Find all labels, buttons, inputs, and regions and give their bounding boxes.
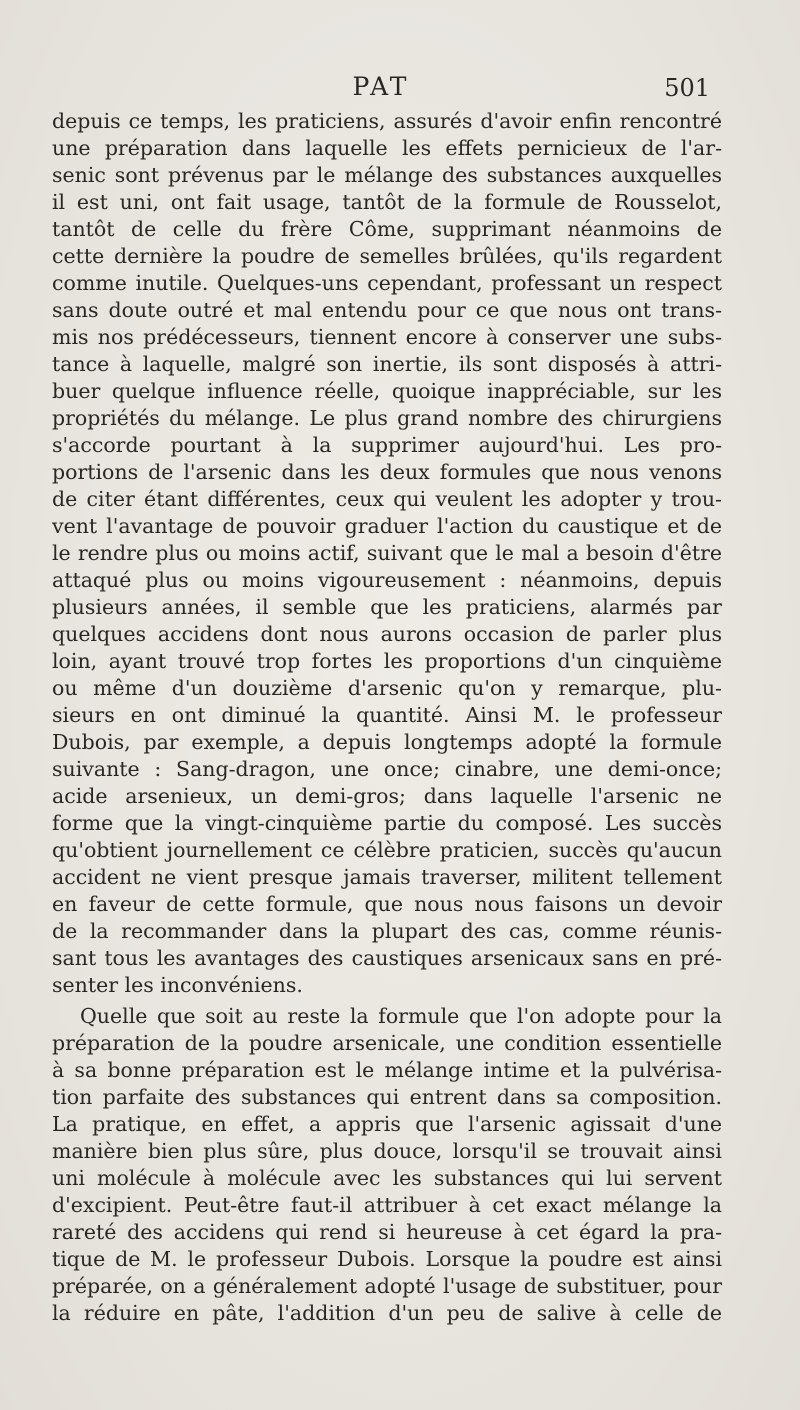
page-number: 501: [664, 74, 710, 102]
text-line: uni molécule à molécule avec les substances qui lui servent: [52, 1166, 722, 1190]
text-line: sans doute outré et mal entendu pour ce que nous ont trans-: [52, 298, 722, 322]
text-line: préparée, on a généralement adopté l'usage de substituer, pour: [52, 1274, 722, 1298]
text-line: à sa bonne préparation est le mélange intime et la pulvérisa-: [52, 1058, 722, 1082]
text-line: tantôt de celle du frère Côme, supprimant néanmoins de: [52, 217, 722, 241]
text-line: suivante : Sang-dragon, une once; cinabre, une demi-once;: [52, 757, 722, 781]
text-line: de la recommander dans la plupart des cas, comme réunis-: [52, 919, 722, 943]
body-text: [52, 108, 722, 1327]
text-line: senter les inconvéniens.: [52, 973, 303, 997]
text-line: loin, ayant trouvé trop fortes les proportions d'un cinquième: [52, 649, 722, 673]
paragraph-continued: [52, 108, 722, 999]
text-line: propriétés du mélange. Le plus grand nombre des chirurgiens: [52, 406, 722, 430]
text-line: la réduire en pâte, l'addition d'un peu de salive à celle de: [52, 1301, 722, 1325]
text-line: en faveur de cette formule, que nous nous faisons un devoir: [52, 892, 722, 916]
text-line: vent l'avantage de pouvoir graduer l'action du caustique et de: [52, 514, 722, 538]
text-line: depuis ce temps, les praticiens, assurés d'avoir enfin rencontré: [52, 109, 722, 133]
text-line: La pratique, en effet, a appris que l'arsenic agissait d'une: [52, 1112, 722, 1136]
text-line: manière bien plus sûre, plus douce, lorsqu'il se trouvait ainsi: [52, 1139, 722, 1163]
text-line: attaqué plus ou moins vigoureusement : néanmoins, depuis: [52, 568, 722, 592]
text-line: plusieurs années, il semble que les praticiens, alarmés par: [52, 595, 722, 619]
text-line: portions de l'arsenic dans les deux formules que nous venons: [52, 460, 722, 484]
page-header: [52, 72, 710, 106]
text-line: tion parfaite des substances qui entrent dans sa composition.: [52, 1085, 722, 1109]
text-line: rareté des accidens qui rend si heureuse à cet égard la pra-: [52, 1220, 722, 1244]
text-line: ou même d'un douzième d'arsenic qu'on y remarque, plu-: [52, 676, 722, 700]
running-head: PAT: [352, 72, 410, 101]
text-line: tique de M. le professeur Dubois. Lorsque la poudre est ainsi: [52, 1247, 722, 1271]
text-line: Dubois, par exemple, a depuis longtemps adopté la formule: [52, 730, 722, 754]
text-line: acide arsenieux, un demi-gros; dans laquelle l'arsenic ne: [52, 784, 722, 808]
text-line: de citer étant différentes, ceux qui veulent les adopter y trou-: [52, 487, 722, 511]
text-line: tance à laquelle, malgré son inertie, ils sont disposés à attri-: [52, 352, 722, 376]
text-line: mis nos prédécesseurs, tiennent encore à conserver une subs-: [52, 325, 722, 349]
text-line: senic sont prévenus par le mélange des substances auxquelles: [52, 163, 722, 187]
paragraph-quelle-que-soit: [52, 1003, 722, 1327]
text-line: comme inutile. Quelques-uns cependant, professant un respect: [52, 271, 722, 295]
text-line: il est uni, ont fait usage, tantôt de la formule de Rousselot,: [52, 190, 722, 214]
text-line: accident ne vient presque jamais traverser, militent tellement: [52, 865, 722, 889]
text-line: forme que la vingt-cinquième partie du composé. Les succès: [52, 811, 722, 835]
text-line: Quelle que soit au reste la formule que l'on adopte pour la: [80, 1004, 722, 1028]
text-line: sant tous les avantages des caustiques arsenicaux sans en pré-: [52, 946, 722, 970]
text-line: d'excipient. Peut-être faut-il attribuer à cet exact mélange la: [52, 1193, 722, 1217]
text-line: sieurs en ont diminué la quantité. Ainsi M. le professeur: [52, 703, 722, 727]
text-line: cette dernière la poudre de semelles brûlées, qu'ils regardent: [52, 244, 722, 268]
text-line: le rendre plus ou moins actif, suivant que le mal a besoin d'être: [52, 541, 722, 565]
text-line: une préparation dans laquelle les effets pernicieux de l'ar-: [52, 136, 722, 160]
text-line: buer quelque influence réelle, quoique inappréciable, sur les: [52, 379, 722, 403]
text-line: préparation de la poudre arsenicale, une condition essentielle: [52, 1031, 722, 1055]
text-line: s'accorde pourtant à la supprimer aujourd'hui. Les pro-: [52, 433, 722, 457]
text-line: quelques accidens dont nous aurons occasion de parler plus: [52, 622, 722, 646]
text-line: qu'obtient journellement ce célèbre praticien, succès qu'aucun: [52, 838, 722, 862]
